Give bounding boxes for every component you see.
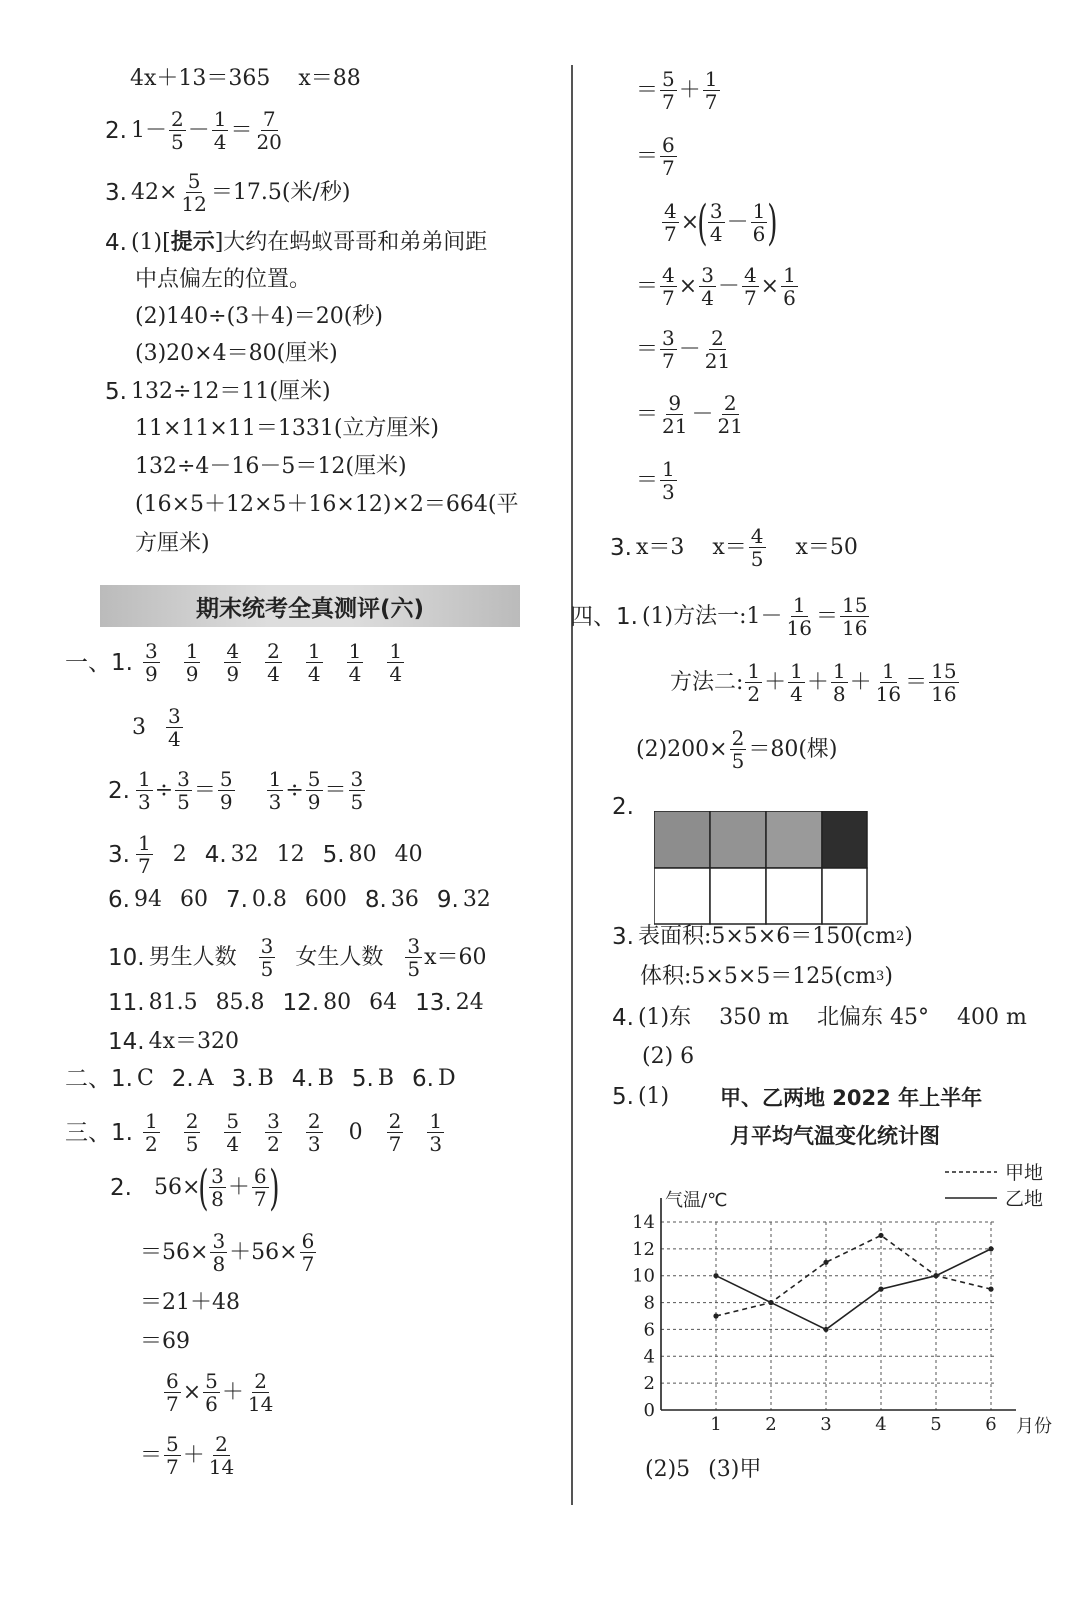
y-tick-label: 8 [643, 1292, 655, 1314]
x-tick-label: 2 [765, 1414, 777, 1435]
q5-line-4: (16×5＋12×5＋16×12)×2＝664(平 [135, 492, 519, 517]
y-tick-label: 6 [643, 1319, 655, 1341]
x-axis-label: 月份 [1016, 1416, 1052, 1437]
y-tick-label: 10 [632, 1265, 655, 1287]
y-tick-label: 4 [643, 1346, 655, 1368]
g3-line-2: 体积:5×5×5＝125(cm 3 ) [640, 964, 893, 989]
data-point [933, 1273, 938, 1278]
grid-cell-dark [822, 811, 867, 868]
r4-line: ＝ $\frac{4}{7}$ × $\frac{3}{4}$ － $\frac{4}{7}$ × $\frac{1}{6}$ [636, 263, 796, 310]
data-point [768, 1300, 773, 1305]
q4-line-3: (2)140÷(3＋4)＝20(秒) [135, 304, 383, 329]
s1-line: 一、1. $\frac{3}{9}$ $\frac{1}{9}$ $\frac{4}{9}$ $\frac{2}{4}$ $\frac{1}{4}$ $\frac{1}{4}$ $\frac{1}{4}$ [65, 639, 403, 686]
i14-line: 14. 4x＝320 [108, 1029, 239, 1055]
y-tick-label: 0 [643, 1400, 655, 1421]
r8-line: 3. x＝3 x＝ $\frac{4}{5}$ x＝50 [610, 524, 858, 571]
grid-cell-empty [654, 868, 710, 924]
data-point [988, 1287, 993, 1292]
i2-line: 2. $\frac{1}{3}$ ÷ $\frac{3}{5}$ ＝ $\frac{5}{9}$ $\frac{1}{3}$ ÷ $\frac{5}{9}$ ＝ $\frac{3}{5}$ [108, 767, 364, 814]
data-point [878, 1287, 883, 1292]
q3-line: 3. 42× $\frac{5}{12}$ ＝17.5(米/秒) [105, 169, 351, 216]
g2-label: 2. [612, 794, 634, 820]
i6-line: 6. 94 60 7. 0.8 600 8. 36 9. 32 [108, 887, 491, 913]
grid-cell-empty [710, 868, 766, 924]
q5-line: 5. 132÷12＝11(厘米) [105, 379, 331, 405]
y-tick-label: 2 [643, 1373, 655, 1395]
x-tick-label: 1 [710, 1414, 722, 1435]
q5-line-3: 132÷4－16－5＝12(厘米) [135, 454, 407, 479]
c3-line-2: ＝ $\frac{5}{7}$ ＋ $\frac{2}{14}$ [140, 1432, 235, 1479]
g6-line: (2)5 (3)甲 [645, 1457, 762, 1482]
data-point [878, 1233, 883, 1238]
r7-line: ＝ $\frac{1}{3}$ [636, 457, 675, 504]
x-tick-label: 6 [985, 1414, 997, 1435]
y-axis-label: 气温/℃ [665, 1190, 728, 1211]
grid-cell-empty [822, 868, 867, 924]
legend-label: 甲地 [1005, 1162, 1044, 1184]
g3-line: 3. 表面积:5×5×6＝150(cm 2 ) [612, 924, 913, 950]
r1-line: ＝ $\frac{5}{7}$ ＋ $\frac{1}{7}$ [636, 67, 718, 114]
data-point [823, 1260, 828, 1265]
data-point [713, 1313, 718, 1318]
c2-line-2: ＝56× $\frac{3}{8}$ ＋56× $\frac{6}{7}$ [140, 1229, 315, 1276]
shaded-grid [654, 811, 869, 926]
s2-line: 二、1. C 2. A 3. B 4. B 5. B 6. D [65, 1066, 456, 1092]
y-tick-label: 12 [632, 1238, 655, 1260]
q5-line-5: 方厘米) [135, 531, 210, 556]
i3-line: 3. $\frac{1}{7}$ 2 4. 32 12 5. 80 40 [108, 831, 423, 878]
temperature-line-chart [625, 1152, 1055, 1452]
x-tick-label: 3 [820, 1414, 832, 1435]
c2-line: 2. 56× ( $\frac{3}{8}$ ＋ $\frac{6}{7}$ ) [110, 1159, 280, 1216]
section-banner: 期末统考全真测评(六) [100, 585, 520, 627]
q4-line-4: (3)20×4＝80(厘米) [135, 341, 338, 366]
x-tick-label: 4 [875, 1414, 887, 1435]
i10-line: 10. 男生人数 $\frac{3}{5}$ 女生人数 $\frac{3}{5}$ x＝60 [108, 934, 487, 981]
q5-line-2: 11×11×11＝1331(立方厘米) [135, 416, 440, 441]
g4-line: 4. (1)东 350 m 北偏东 45° 400 m [612, 1005, 1027, 1031]
s3-line: 三、1. $\frac{1}{2}$ $\frac{2}{5}$ $\frac{5}{4}$ $\frac{3}{2}$ $\frac{2}{3}$ 0 $\frac{2}{7}$ $\frac{1}{3}$ [65, 1109, 443, 1156]
grid-cell-shaded [766, 811, 822, 868]
chart-title-line-2: 月平均气温变化统计图 [730, 1124, 940, 1148]
r5-line: ＝ $\frac{3}{7}$ － $\frac{2}{21}$ [636, 326, 731, 373]
grid-cell-shaded [710, 811, 766, 868]
g5-line: 5. (1) [612, 1084, 670, 1110]
column-divider [571, 65, 573, 1505]
q4-line-2: 中点偏左的位置。 [135, 267, 312, 292]
grid-cell-shaded [654, 811, 710, 868]
r3-line: $\frac{4}{7}$ × ( $\frac{3}{4}$ － $\frac{1}{6}$ ) [664, 194, 778, 251]
legend-label: 乙地 [1005, 1188, 1044, 1210]
c3-line: $\frac{6}{7}$ × $\frac{5}{6}$ ＋ $\frac{2}{14}$ [166, 1369, 274, 1416]
q4-line: 4. (1)[ 提示 ]大约在蚂蚁哥哥和弟弟间距 [105, 230, 488, 256]
series-line-yi [716, 1249, 991, 1330]
s1-line-2: 3 $\frac{3}{4}$ [132, 704, 181, 751]
c2-line-3: ＝21＋48 [140, 1290, 240, 1315]
s4-line-3: (2)200× $\frac{2}{5}$ ＝80(棵) [636, 726, 838, 773]
r6-line: ＝ $\frac{9}{21}$ － $\frac{2}{21}$ [636, 391, 743, 438]
i11-line: 11. 81.5 85.8 12. 80 64 13. 24 [108, 990, 484, 1016]
line-equation: 4x＋13＝365 x＝88 [130, 66, 361, 91]
chart-title-line-1: 甲、乙两地 2022 年上半年 [720, 1086, 983, 1110]
data-point [713, 1273, 718, 1278]
grid-cell-empty [766, 868, 822, 924]
g4-line-2: (2) 6 [642, 1044, 695, 1069]
x-tick-label: 5 [930, 1414, 942, 1435]
s4-line-2: 方法二: $\frac{1}{2}$ ＋ $\frac{1}{4}$ ＋ $\frac{1}{8}$ ＋ $\frac{1}{16}$ ＝ $\frac{15}{16}$ [670, 659, 957, 706]
s4-line: 四、1. (1)方法一:1－ $\frac{1}{16}$ ＝ $\frac{15}{16}$ [570, 593, 868, 640]
q2-line: 2. 1－ $\frac{2}{5}$ － $\frac{1}{4}$ ＝ $\frac{7}{20}$ [105, 107, 282, 154]
data-point [823, 1327, 828, 1332]
c2-line-4: ＝69 [140, 1329, 190, 1354]
y-tick-label: 14 [632, 1212, 655, 1233]
r2-line: ＝ $\frac{6}{7}$ [636, 133, 675, 180]
data-point [988, 1246, 993, 1251]
